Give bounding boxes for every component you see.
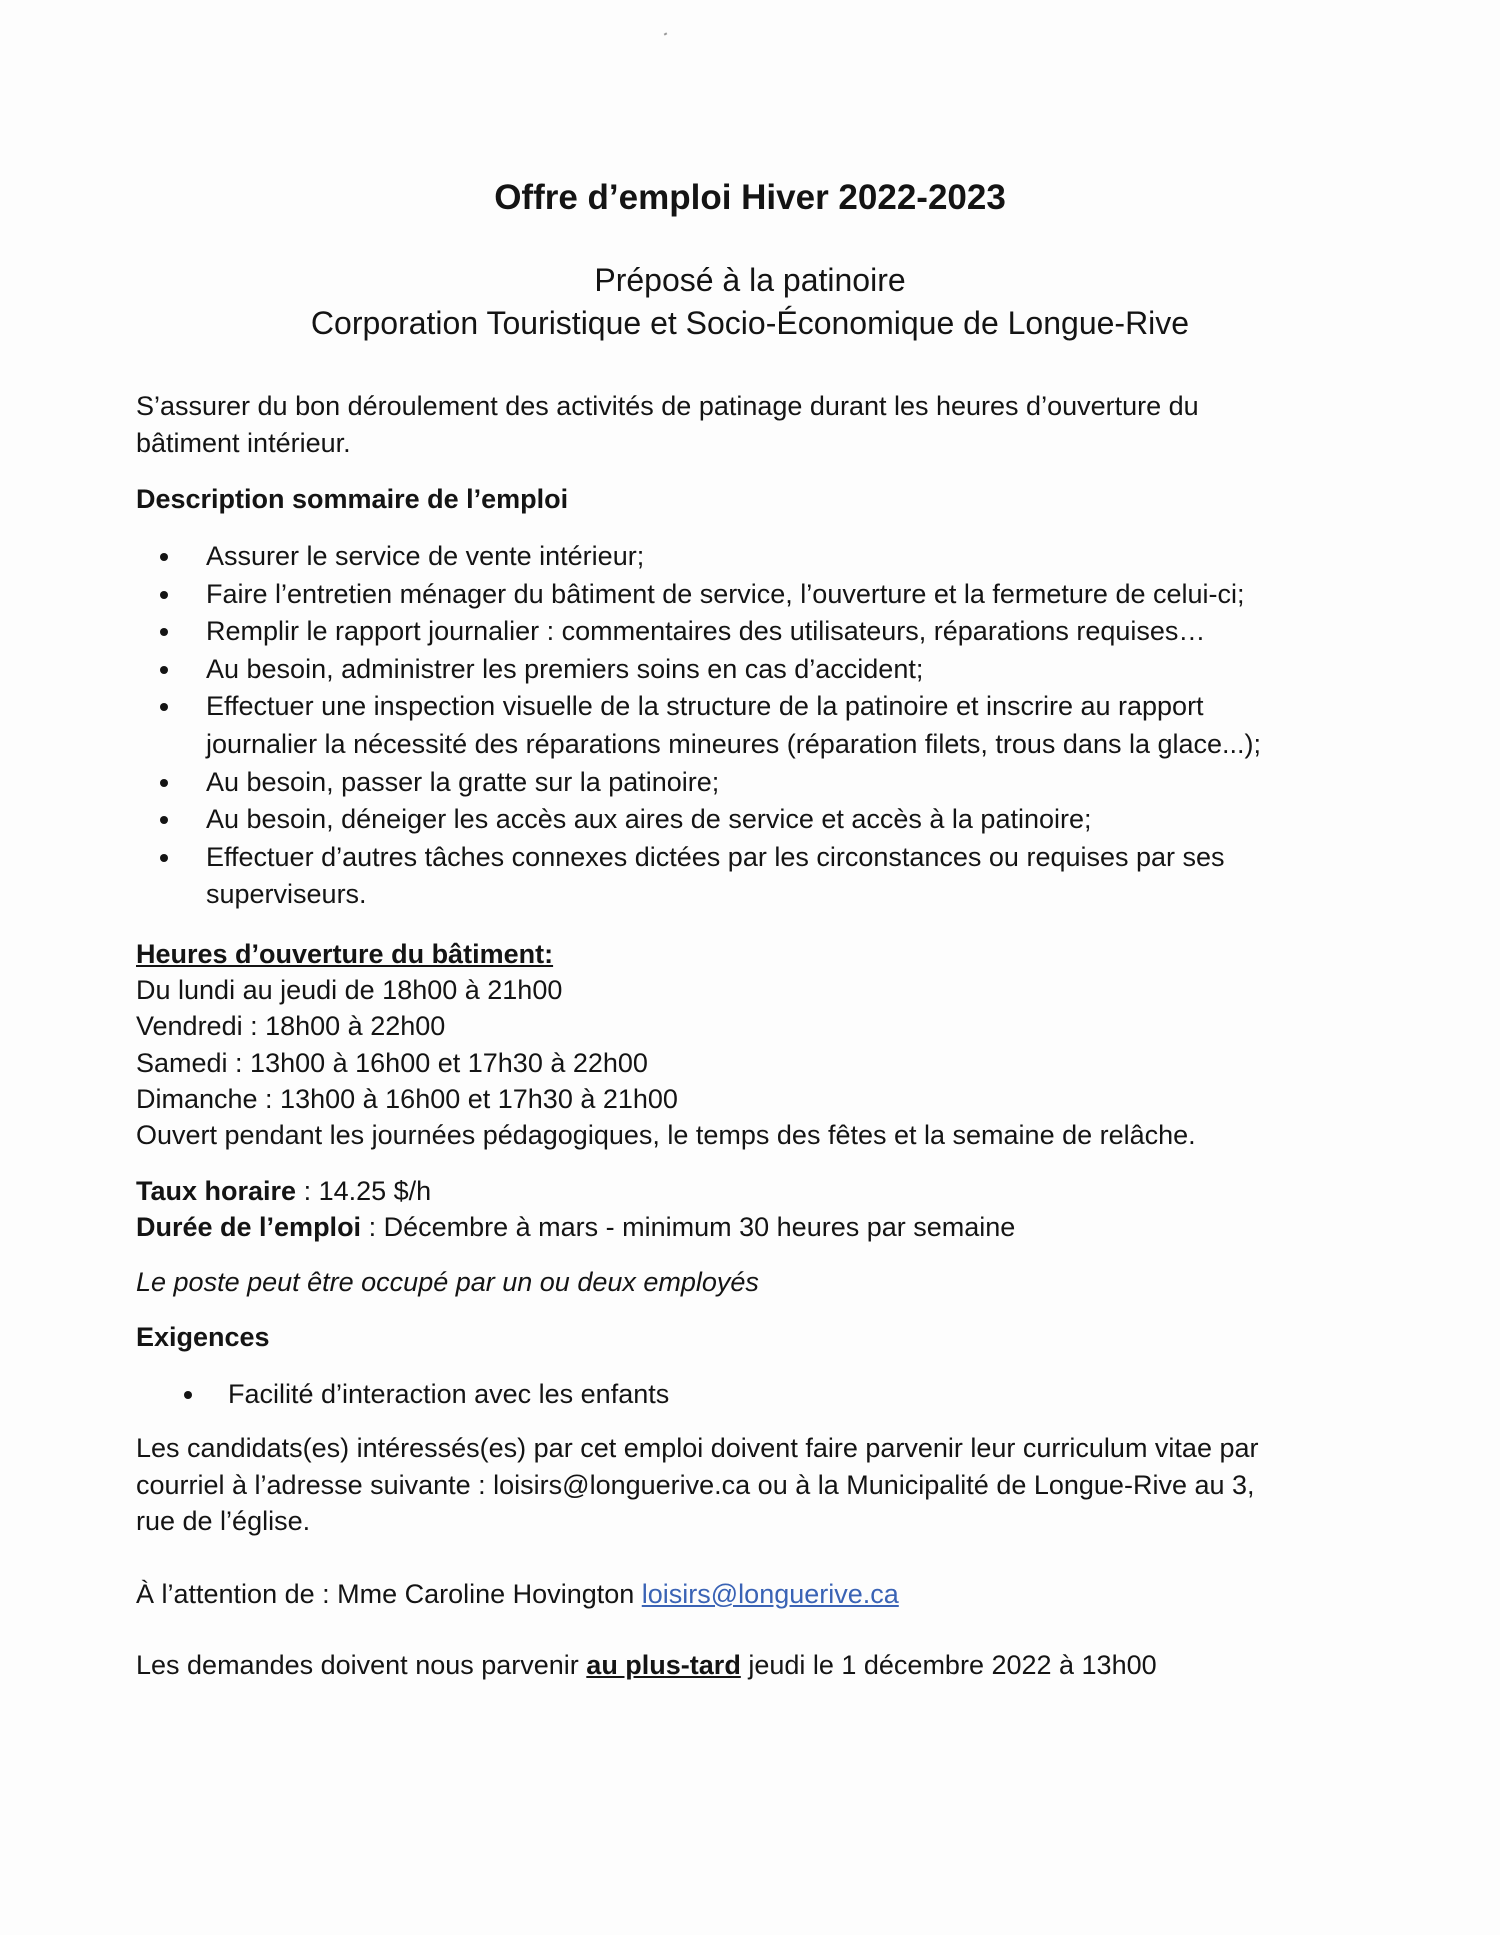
application-line-3: rue de l’église. xyxy=(136,1506,311,1536)
hourly-rate xyxy=(136,1173,431,1209)
attention-prefix: À l’attention de : Mme Caroline Hovington xyxy=(136,1579,642,1609)
duty-text: Effectuer une inspection visuelle de la structure de la patinoire et inscrire au rapport xyxy=(206,691,1204,722)
bullet-icon xyxy=(160,703,168,711)
hours-line: Vendredi : 18h00 à 22h00 xyxy=(136,1011,446,1041)
requirements-heading: Exigences xyxy=(136,1322,270,1352)
list-item-continuation xyxy=(136,726,1261,764)
duty-text: Au besoin, déneiger les accès aux aires de service et accès à la patinoire; xyxy=(206,804,1092,835)
list-item xyxy=(136,576,1261,614)
list-item xyxy=(136,538,1261,576)
bullet-icon xyxy=(160,591,168,599)
intro-line-2: bâtiment intérieur. xyxy=(136,428,351,458)
position-subtitle: Préposé à la patinoire xyxy=(594,262,906,298)
list-item xyxy=(136,688,1261,726)
list-item xyxy=(136,651,1261,689)
staffing-note: Le poste peut être occupé par un ou deux employés xyxy=(136,1267,759,1297)
bullet-icon xyxy=(184,1391,192,1399)
hourly-rate-value: : 14.25 $/h xyxy=(296,1176,432,1206)
bullet-icon xyxy=(160,666,168,674)
page-title: Offre d’emploi Hiver 2022-2023 xyxy=(494,178,1006,217)
hours-line: Dimanche : 13h00 à 16h00 et 17h30 à 21h00 xyxy=(136,1084,678,1114)
duty-text: journalier la nécessité des réparations mineures (réparation filets, trous dans la glace...); xyxy=(206,728,1262,759)
duty-text: Remplir le rapport journalier : commentaires des utilisateurs, réparations requises… xyxy=(206,616,1206,647)
requirement-text: Facilité d’interaction avec les enfants xyxy=(228,1379,670,1409)
duty-text: Au besoin, passer la gratte sur la patinoire; xyxy=(206,766,720,797)
email-link[interactable]: loisirs@longuerive.ca xyxy=(641,1579,899,1609)
deadline-emphasis: au plus-tard xyxy=(586,1650,741,1680)
deadline-line xyxy=(136,1647,1157,1683)
scan-mark xyxy=(664,32,668,35)
hours-heading: Heures d’ouverture du bâtiment: xyxy=(136,939,554,969)
application-line-2: courriel à l’adresse suivante : loisirs@longuerive.ca ou à la Municipalité de Longue-Rive au 3, xyxy=(136,1470,1255,1500)
job-duration-value: : Décembre à mars - minimum 30 heures par semaine xyxy=(361,1212,1016,1242)
bullet-icon xyxy=(160,628,168,636)
bullet-icon xyxy=(160,816,168,824)
hours-line: Du lundi au jeudi de 18h00 à 21h00 xyxy=(136,975,563,1005)
duty-text: Effectuer d’autres tâches connexes dictées par les circonstances ou requises par ses xyxy=(206,841,1225,872)
requirements-list xyxy=(136,1376,669,1412)
duty-text: Assurer le service de vente intérieur; xyxy=(206,541,645,571)
duty-text: superviseurs. xyxy=(206,879,367,910)
duty-text: Au besoin, administrer les premiers soins en cas d’accident; xyxy=(206,653,924,684)
intro-line-1: S’assurer du bon déroulement des activités de patinage durant les heures d’ouverture du xyxy=(136,391,1199,421)
list-item xyxy=(136,764,1261,802)
deadline-prefix: Les demandes doivent nous parvenir xyxy=(136,1650,587,1680)
application-line-1: Les candidats(es) intéressés(es) par cet emploi doivent faire parvenir leur curriculum vitae par xyxy=(136,1433,1259,1463)
list-item xyxy=(136,839,1261,877)
description-heading: Description sommaire de l’emploi xyxy=(136,484,569,514)
organization-subtitle: Corporation Touristique et Socio-Économique de Longue-Rive xyxy=(310,305,1190,341)
list-item xyxy=(136,1376,669,1412)
duties-list xyxy=(136,538,1261,914)
attention-line xyxy=(136,1576,899,1612)
bullet-icon xyxy=(160,553,168,561)
hours-line: Samedi : 13h00 à 16h00 et 17h30 à 22h00 xyxy=(136,1048,648,1078)
bullet-icon xyxy=(160,779,168,787)
list-item-continuation xyxy=(136,876,1261,914)
duty-text: Faire l’entretien ménager du bâtiment de service, l’ouverture et la fermeture de celui-ci; xyxy=(206,578,1245,609)
job-duration-label: Durée de l’emploi xyxy=(136,1212,362,1242)
list-item xyxy=(136,613,1261,651)
deadline-suffix: jeudi le 1 décembre 2022 à 13h00 xyxy=(740,1650,1157,1680)
bullet-icon xyxy=(160,854,168,862)
job-duration xyxy=(136,1209,1015,1245)
hours-line: Ouvert pendant les journées pédagogiques, le temps des fêtes et la semaine de relâche. xyxy=(136,1120,1196,1150)
list-item xyxy=(136,801,1261,839)
hourly-rate-label: Taux horaire xyxy=(136,1176,297,1206)
